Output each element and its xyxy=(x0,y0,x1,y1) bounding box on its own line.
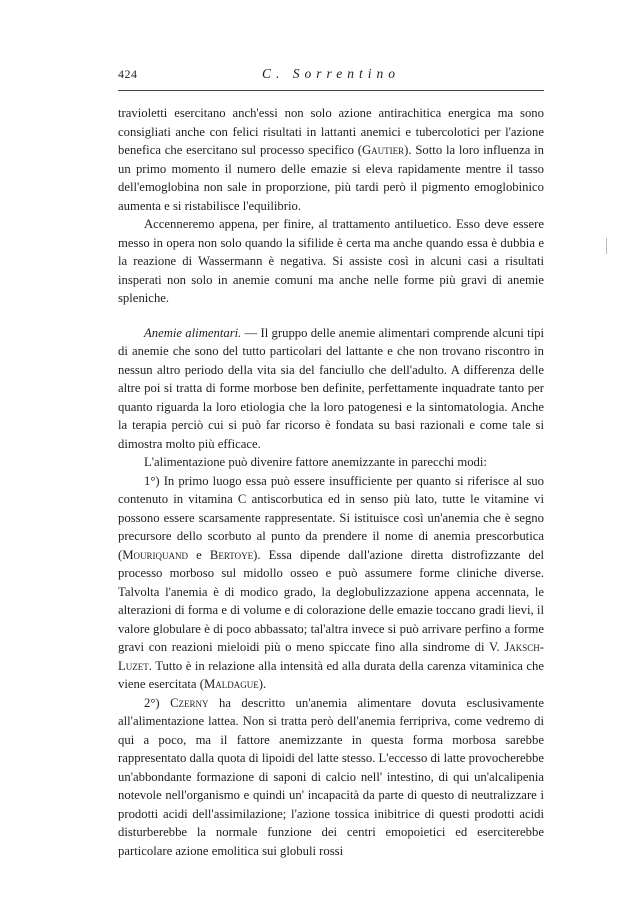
author-jaksch-luzet: Jaksch-Luzet xyxy=(118,640,544,673)
paragraph-2: Accenneremo appena, per finire, al trattamento antiluetico. Esso deve essere messo in opera non solo quando la sifilide è certa ma anche quando essa è dubbia e la reazione di Wassermann è negativa. Si assiste così in alcuni casi a risultati insperati non solo in anemie comuni ma anche nelle forme più gravi di anemie spleniche. xyxy=(118,217,544,305)
author-czerny: Czerny xyxy=(170,695,209,710)
running-head: C. Sorrentino xyxy=(261,66,400,81)
paragraph-anemie-alimentari: Anemie alimentari. — Il gruppo delle anemie alimentari comprende alcuni tipi di anemie che sono del tutto particolari del lattante e che non trovano riscontro in nessun altro periodo della vita sia del fanciullo che dell'adulto. A differenza delle altre poi si tratta di forme morbose ben definite, perfettamente inquadrate tanto per quanto riguarda la loro etiologia che la loro patogenesi e la sintomatologia. Anche la terapia perciò cui si può far ricorso è fondata su basi razionali e come tale si dimostra molto più efficace. xyxy=(118,325,544,451)
paragraph-1: travioletti esercitano anch'essi non solo azione antirachitica energica ma sono consigliati anche con felici risultati in lattanti anemici e tubercolotici per l'azione benefica che esercitano sul processo specifico (Gautier). Sotto la loro influenza in un primo momento il numero delle emazie si eleva rapidamente mentre il tasso dell'emoglobina non sale in proporzione, più tardi però il pigmento emoglobinico aumenta e si ristabilisce l'equilibrio. xyxy=(118,106,545,213)
body-text xyxy=(118,104,544,860)
page-number: 424 xyxy=(118,67,138,81)
paragraph-point-1: 1°) In primo luogo essa può essere insufficiente per quanto si riferisce al suo contenuto in vitamina C antiscorbutica ed in senso più lato, tutte le vitamine vi possono essere scarsamente rappresentate. Si istituisce così un'anemia che è segno precursore dello scorbuto al punto da prendere il nome di anemia prescorbutica (Mouriquand e Bertoye). Essa dipende dall'azione diretta distrofizzante del processo morboso sul midollo osseo e può assumere forme cliniche diverse. Talvolta l'anemia è di modico grado, la deglobulizzazione appena accennata, le alterazioni di forma e di volume e di colorazione delle emazie toccano gradi lievi, il valore globulare è di poco abbassato; tal'altra invece si può arrivare perfino a forme gravi con reazioni mieloidi più o meno spiccate fino alla sindrome di V. Jaksch-Luzet. Tutto è in relazione alla intensità ed alla durata della carenza vitaminica che viene esercitata (Maldague). xyxy=(118,473,544,691)
margin-mark xyxy=(606,238,607,254)
author-maldague: Maldague xyxy=(203,677,259,691)
header-rule xyxy=(118,90,544,91)
paragraph-point-2: 2°) Czerny ha descritto un'anemia alimentare dovuta esclusivamente all'alimentazione lattea. Non si tratta però dell'anemia ferripriva, come vedremo di qui a poco, ma il fattore anemizzante in questa forma morbosa sarebbe rappresentato dalla quota di lipoidi del latte stesso. L'eccesso di latte provocherebbe un'abbondante formazione di saponi di calcio nell' intestino, di qui un'alcalipenia notevole nell'organismo e quindi un' incapacità da parte di questo di neutralizzare i prodotti acidi dell'assimilazione; l'azione tossica inibitrice di questi prodotti acidi disturberebbe la normale funzione dei centri emopoietici ed eserciterebbe particolare azione emolitica sui globuli rossi xyxy=(118,695,544,858)
paragraph-4: L'alimentazione può divenire fattore anemizzante in parecchi modi: xyxy=(144,455,487,469)
author-bertoye: Bertoye xyxy=(209,547,254,562)
section-title: Anemie alimentari. xyxy=(144,325,242,340)
author-mouriquand: Mouriquand xyxy=(122,547,189,562)
page-header xyxy=(118,64,544,86)
author-gautier: Gautier xyxy=(362,143,405,157)
